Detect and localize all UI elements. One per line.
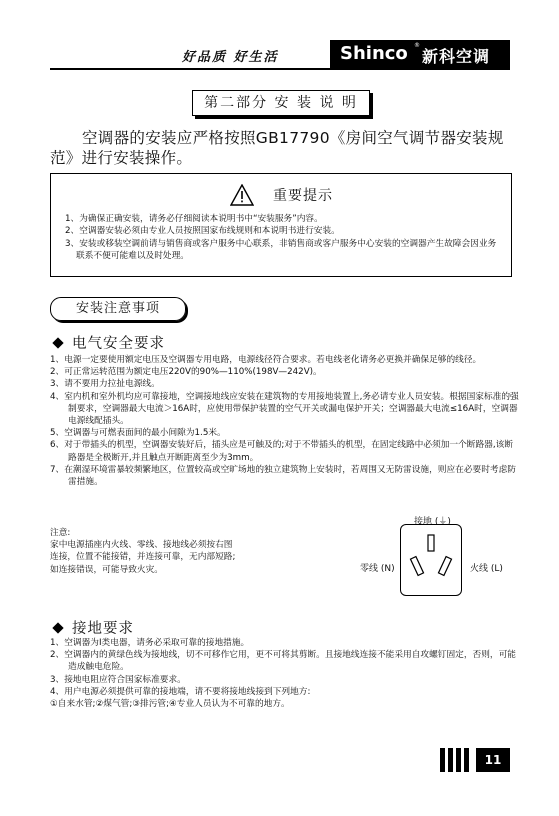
electrical-heading-text: 电气安全要求 bbox=[72, 336, 165, 352]
list-item: 1、空调器为I类电器，请务必采取可靠的接地措施。 bbox=[50, 638, 250, 648]
brand-slogan: 好品质 好生活 bbox=[182, 50, 279, 65]
note-line: 如连接错误，可能导致火灾。 bbox=[50, 564, 163, 575]
page-number: 11 bbox=[476, 748, 510, 772]
notice-item: 2、空调器安装必须由专业人员按照国家布线规则和本说明书进行安装。 bbox=[65, 226, 340, 237]
registered-mark: ® bbox=[414, 42, 420, 49]
list-item: 1、电源一定要使用额定电压及空调器专用电路，电源线径符合要求。若电线老化请务必更换并确保足够的线径。 bbox=[50, 355, 482, 365]
socket-ground-label: 接地 (⏚) bbox=[414, 517, 451, 527]
electrical-heading bbox=[50, 332, 165, 353]
decorative-bar bbox=[448, 748, 453, 772]
warning-triangle-icon bbox=[230, 184, 254, 206]
section-title: 第二部分 安 装 说 明 bbox=[192, 90, 370, 116]
list-item: 7、在潮湿环境雷暴较频繁地区，位置较高或空旷场地的独立建筑物上安装时，若周围又无防雷设施，则应在必要时考虑防雷措施。 bbox=[50, 464, 516, 488]
page-marker bbox=[440, 748, 510, 772]
grounding-heading-text: 接地要求 bbox=[72, 621, 134, 637]
socket-live-label: 火线 (L) bbox=[470, 564, 503, 574]
grounding-heading bbox=[50, 617, 134, 638]
notice-title: 重要提示 bbox=[273, 188, 333, 204]
diamond-bullet-icon bbox=[52, 622, 63, 633]
note-line: 家中电源插座内火线、零线、接地线必须按右图 bbox=[50, 540, 233, 551]
list-item: 4、用户电源必须提供可靠的接地端，请不要将接地线接到下列地方: bbox=[50, 686, 311, 697]
socket-neutral-label: 零线 (N) bbox=[360, 564, 395, 574]
list-item: 3、接地电阻应符合国家标准要求。 bbox=[50, 674, 186, 685]
important-notice-box bbox=[50, 173, 512, 277]
electrical-list bbox=[50, 354, 520, 488]
decorative-bar bbox=[456, 748, 461, 772]
list-item: 3、请不要用力拉扯电源线。 bbox=[50, 379, 160, 390]
grounding-list bbox=[50, 637, 520, 710]
list-item: 2、空调器内的黄绿色线为接地线，切不可移作它用，更不可将其剪断。且接地线连接不能采用自攻螺钉固定，否则，可能造成触电危险。 bbox=[50, 650, 516, 673]
brand-logo-text: Shinco bbox=[340, 43, 408, 64]
socket-pins-icon bbox=[401, 525, 461, 595]
list-item: 4、室内机和室外机均应可靠接地，空调接地线应安装在建筑物的专用接地装置上,务必请专业人员安装。根据国家标准的强制要求，空调器最大电流＞16A时，应使用带保护装置的空气开关或漏电保护开关；空调器最大电流≤16A时，空调器电源线配插头。 bbox=[50, 391, 519, 427]
notice-list bbox=[65, 213, 501, 263]
brand-logo bbox=[330, 40, 510, 68]
list-item: 5、空调器与可燃表面间的最小间隙为1.5米。 bbox=[50, 428, 226, 439]
socket-diagram bbox=[400, 524, 462, 596]
wiring-note bbox=[50, 527, 350, 576]
intro-paragraph: 空调器的安装应严格按照GB17790《房间空气调节器安装规范》进行安装操作。 bbox=[50, 129, 504, 167]
diamond-bullet-icon bbox=[52, 337, 63, 348]
note-line: 注意: bbox=[50, 528, 71, 538]
notice-item: 3、安装或移装空调前请与销售商或客户服务中心联系，非销售商或客户服务中心安装的空调器产生故障会因业务联系不便可能难以及时处理。 bbox=[65, 238, 497, 262]
header-rule bbox=[50, 68, 510, 70]
notice-item: 1、为确保正确安装，请务必仔细阅读本说明书中“安装服务”内容。 bbox=[65, 214, 323, 224]
note-line: 连接，位置不能接错，并连接可靠，无内部短路; bbox=[50, 552, 236, 563]
list-item: 6、对于带插头的机型，空调器安装好后，插头应是可触及的;对于不带插头的机型，在固定线路中必须加一个断路器,该断路器是全极断开,并且触点开断距离至少为3mm。 bbox=[50, 440, 513, 463]
precautions-label: 安装注意事项 bbox=[50, 297, 186, 321]
list-item: 2、可正常运转范围为额定电压220V的90%—110%(198V—242V)。 bbox=[50, 367, 322, 378]
decorative-bar bbox=[464, 748, 469, 772]
decorative-bar bbox=[440, 748, 445, 772]
unreliable-ground-places: ①自来水管;②煤气管;③排污管;④专业人员认为不可靠的地方。 bbox=[50, 699, 290, 710]
brand-chinese-name: 新科空调 bbox=[422, 47, 491, 66]
